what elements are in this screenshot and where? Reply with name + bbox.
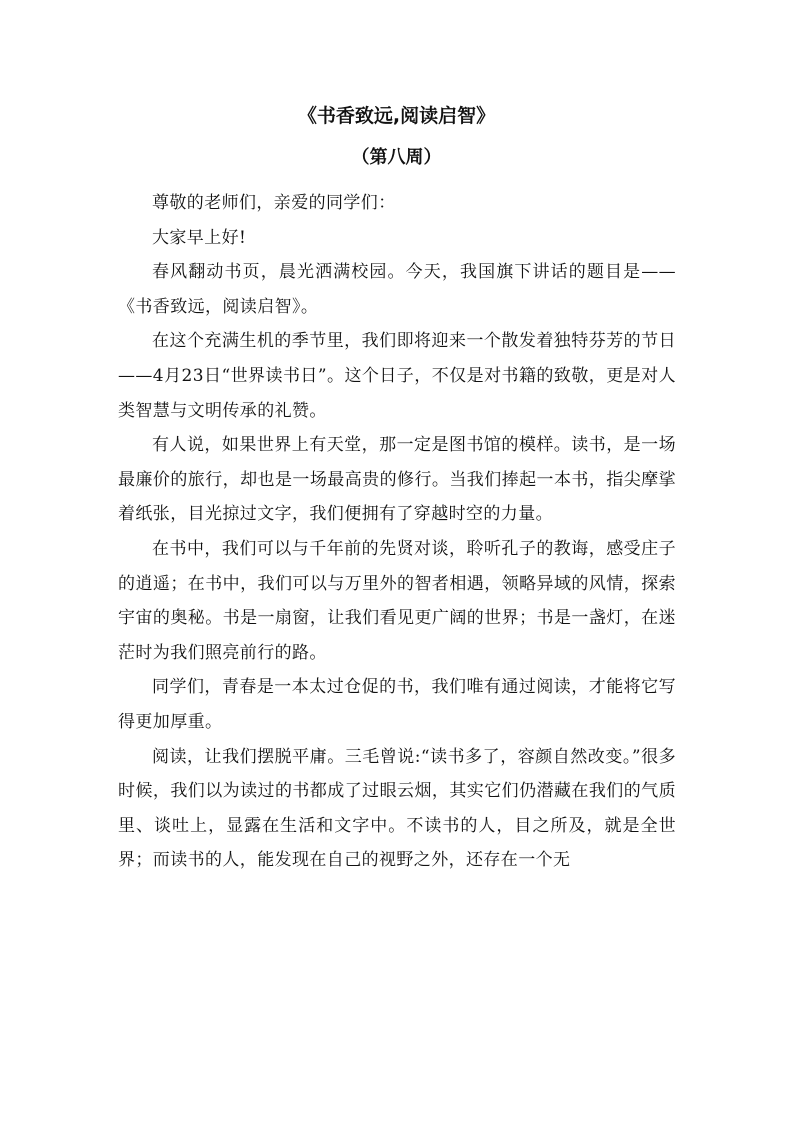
paragraph-greeting: 尊敬的老师们，亲爱的同学们： (152, 193, 396, 213)
paragraph-mediocrity: 阅读，让我们摆脱平庸。三毛曾说:“读书多了，容颜自然改变。”很多时候，我们以为读过的书都成了过眼云烟，其实它们仍潜藏在我们的气质里、谈吐上，显露在生活和文字中。不读书的人，目之所及，就是全世界；而读书的人，能发现在自己的视野之外，还存在一个无 (118, 746, 676, 871)
paragraph-reading-day: 在这个充满生机的季节里，我们即将迎来一个散发着独特芬芳的节日——4月23日“世界读书日”。这个日子，不仅是对书籍的致敬，更是对人类智慧与文明传承的礼赞。 (118, 331, 676, 421)
paragraph-library: 有人说，如果世界上有天堂，那一定是图书馆的模样。读书，是一场最廉价的旅行，却也是一场最高贵的修行。当我们捧起一本书，指尖摩挲着纸张，目光掠过文字，我们便拥有了穿越时空的力量。 (118, 435, 676, 525)
paragraph-in-books: 在书中，我们可以与千年前的先贤对谈，聆听孔子的教诲，感受庄子的逍遥；在书中，我们可以与万里外的智者相遇，领略异域的风情，探索宇宙的奥秘。书是一扇窗，让我们看见更广阔的世界；书是一盏灯，在迷茫时为我们照亮前行的路。 (118, 538, 676, 663)
paragraph-youth: 同学们，青春是一本太过仓促的书，我们唯有通过阅读，才能将它写得更加厚重。 (118, 677, 676, 732)
paragraph-morning: 大家早上好! (152, 227, 247, 248)
document-body (118, 186, 676, 878)
document-subtitle: （第八周） (351, 147, 442, 168)
paragraph-topic: 春风翻动书页，晨光洒满校园。今天，我国旗下讲话的题目是——《书香致远，阅读启智》。 (118, 262, 676, 317)
document-title: 《书香致远,阅读启智》 (297, 105, 496, 127)
